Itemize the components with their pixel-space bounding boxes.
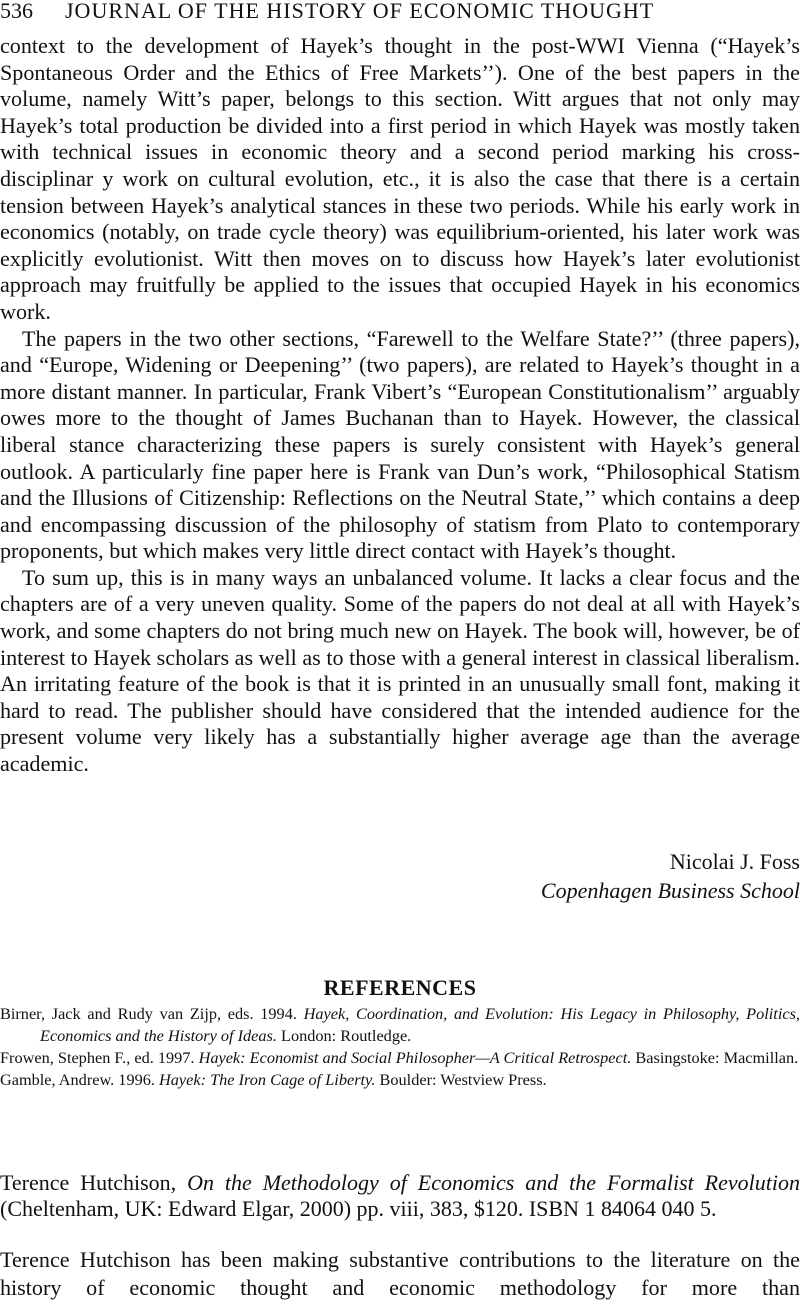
next-review-author: Terence Hutchison, bbox=[0, 1170, 188, 1195]
reviewer-signature bbox=[350, 847, 800, 905]
reference-publisher: Boulder: Westview Press. bbox=[375, 1070, 547, 1089]
references-list bbox=[0, 1003, 800, 1091]
journal-title: JOURNAL OF THE HISTORY OF ECONOMIC THOUGHT bbox=[65, 0, 655, 23]
reference-entry bbox=[0, 1003, 800, 1047]
reference-title: Hayek: Economist and Social Philosopher—A Critical Retrospect. bbox=[198, 1048, 632, 1067]
page-number: 536 bbox=[0, 0, 33, 23]
reference-publisher: Basingstoke: Macmillan. bbox=[631, 1048, 799, 1067]
body-paragraph: To sum up, this is in many ways an unbalanced volume. It lacks a clear focus and the chapters are of a very uneven quality. Some of the papers do not deal at all with Hayek’s work, and some chapters do not bring much new on Hayek. The book will, however, be of interest to Hayek scholars as well as to those with a general interest in classical liberalism. An irritating feature of the book is that it is printed in an unusually small font, making it hard to read. The publisher should have considered that the intended audience for the present volume very likely has a substantially higher average age than the average academic. bbox=[0, 564, 800, 777]
references-heading: REFERENCES bbox=[323, 975, 477, 1001]
reference-author-year: Gamble, Andrew. 1996. bbox=[0, 1070, 160, 1089]
body-paragraph: The papers in the two other sections, “Farewell to the Welfare State?’’ (three papers), and “Europe, Widening or Deepening’’ (two papers), are related to Hayek’s thought in a more distant manner. In particular, Frank Vibert’s “European Constitutionalism’’ arguably owes more to the thought of James Buchanan than to Hayek. However, the classical liberal stance characterizing these papers is surely consistent with Hayek’s general outlook. A particularly fine paper here is Frank van Dun’s work, “Philosophical Statism and the Illusions of Citizenship: Reflections on the Neutral State,’’ which contains a deep and encompassing discussion of the philosophy of statism from Plato to contemporary proponents, but which makes very little direct contact with Hayek’s thought. bbox=[0, 325, 800, 564]
next-review-opening: Terence Hutchison has been making substantive contributions to the literature on the history of economic thought and economic methodology for more than bbox=[0, 1247, 800, 1300]
reference-author-year: Frowen, Stephen F., ed. 1997. bbox=[0, 1048, 199, 1067]
next-review-details: (Cheltenham, UK: Edward Elgar, 2000) pp. viii, 383, $120. ISBN 1 84064 040 5. bbox=[0, 1196, 717, 1221]
review-body bbox=[0, 33, 800, 778]
running-head bbox=[0, 0, 800, 26]
reference-publisher: London: Routledge. bbox=[276, 1026, 412, 1045]
next-review-title: On the Methodology of Economics and the Formalist Revolution bbox=[187, 1170, 800, 1195]
reviewer-affiliation: Copenhagen Business School bbox=[540, 878, 800, 903]
reviewer-name: Nicolai J. Foss bbox=[669, 849, 800, 874]
reference-author-year: Birner, Jack and Rudy van Zijp, eds. 1994. bbox=[0, 1004, 304, 1023]
reference-entry bbox=[0, 1069, 800, 1091]
reference-title: Hayek: The Iron Cage of Liberty. bbox=[159, 1070, 376, 1089]
body-paragraph: context to the development of Hayek’s thought in the post-WWI Vienna (“Hayek’s Spontaneous Order and the Ethics of Free Markets’’). One of the best papers in the volume, namely Witt’s paper, belongs to this section. Witt argues that not only may Hayek’s total production be divided into a first period in which Hayek was mostly taken with technical issues in economic theory and a second period marking his cross-disciplinar y work on cultural evolution, etc., it is also the case that there is a certain tension between Hayek’s analytical stances in these two periods. While his early work in economics (notably, on trade cycle theory) was equilibrium-oriented, his later work was explicitly evolutionist. Witt then moves on to discuss how Hayek’s later evolutionist approach may fruitfully be applied to the issues that occupied Hayek in his economics work. bbox=[0, 33, 800, 324]
reference-entry bbox=[0, 1047, 800, 1069]
reference-title: Hayek, Coordination, and Evolution: His Legacy in Philosophy, Politics, Economics and the History of Ideas. bbox=[40, 1004, 800, 1045]
next-review-citation bbox=[0, 1170, 800, 1222]
